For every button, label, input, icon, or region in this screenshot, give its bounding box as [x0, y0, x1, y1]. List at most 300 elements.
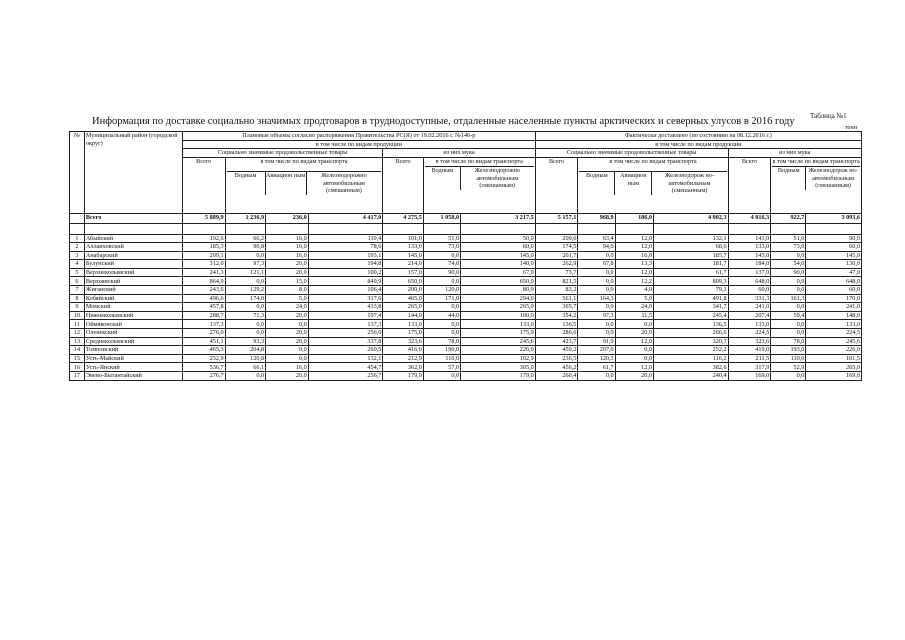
- value-cell: 20,0: [615, 372, 653, 381]
- actual-flour-transport-header: [771, 157, 862, 213]
- table-row: [70, 311, 862, 320]
- value-cell: 190,0: [423, 346, 460, 355]
- value-cell: 11,5: [615, 311, 653, 320]
- value-cell: 8,0: [266, 286, 309, 295]
- value-cell: 192,6: [182, 234, 225, 243]
- value-cell: 286,6: [535, 329, 578, 338]
- value-cell: 83,2: [535, 286, 578, 295]
- value-cell: 20,0: [266, 311, 309, 320]
- value-cell: 66,2: [225, 234, 266, 243]
- value-cell: 0,0: [225, 251, 266, 260]
- value-cell: 116,2: [654, 354, 729, 363]
- district-name-cell: Жиганский: [84, 286, 182, 295]
- value-cell: 0,0: [578, 320, 615, 329]
- value-cell: 90,8: [225, 243, 266, 252]
- value-cell: 252,2: [654, 346, 729, 355]
- col-district-header: Муниципальный район (городской округ): [84, 132, 182, 214]
- value-cell: 0,0: [578, 372, 615, 381]
- district-name-cell: Абыйский: [84, 234, 182, 243]
- actual-transport-label: в том числе по видам транспорта: [609, 157, 697, 165]
- district-name-cell: Верхнеколымский: [84, 268, 182, 277]
- value-cell: 91,0: [578, 337, 615, 346]
- value-cell: 20,0: [266, 260, 309, 269]
- value-cell: 133,0: [461, 320, 536, 329]
- planned-header: Плановые объемы согласно распоряжения Правительства РС(Я) от 19.02.2016 г. №146-р: [182, 132, 535, 141]
- value-cell: 16,0: [615, 251, 653, 260]
- value-cell: 51,0: [423, 234, 460, 243]
- district-name-cell: Анабарский: [84, 251, 182, 260]
- value-cell: 193,0: [771, 346, 806, 355]
- value-cell: 51,0: [771, 234, 806, 243]
- district-name-cell: Оймяконский: [84, 320, 182, 329]
- actual-flour-total-header: Всего: [728, 157, 771, 213]
- value-cell: 101,5: [806, 354, 862, 363]
- total-value-cell: 1 236,9: [225, 213, 266, 223]
- value-cell: 454,7: [308, 363, 383, 372]
- total-row: [70, 213, 862, 223]
- row-number-cell: 1: [70, 234, 85, 243]
- value-cell: 66,1: [225, 363, 266, 372]
- value-cell: 224,5: [728, 329, 771, 338]
- value-cell: 419,0: [728, 346, 771, 355]
- row-number-cell: 6: [70, 277, 85, 286]
- spacer-cell: [383, 223, 424, 234]
- value-cell: 266,6: [654, 329, 729, 338]
- district-name-cell: Усть-Янский: [84, 363, 182, 372]
- value-cell: 0,0: [771, 303, 806, 312]
- value-cell: 294,0: [461, 294, 536, 303]
- value-cell: 60,0: [461, 243, 536, 252]
- total-value-cell: 5 157,1: [535, 213, 578, 223]
- row-number-cell: 2: [70, 243, 85, 252]
- delivery-table: [69, 131, 862, 381]
- value-cell: 209,1: [182, 251, 225, 260]
- actual-flour-header: из них мука: [728, 149, 861, 158]
- value-cell: 133,0: [728, 320, 771, 329]
- planned-flour-water-label: Водным: [425, 167, 461, 190]
- value-cell: 243,6: [182, 286, 225, 295]
- unit-label: тонн: [845, 125, 857, 131]
- value-cell: 265,0: [806, 363, 862, 372]
- total-value-cell: 3 217,5: [461, 213, 536, 223]
- value-cell: 276,0: [182, 329, 225, 338]
- value-cell: 71,3: [225, 311, 266, 320]
- value-cell: 0,0: [266, 346, 309, 355]
- value-cell: 0,0: [225, 303, 266, 312]
- value-cell: 179,0: [461, 372, 536, 381]
- value-cell: 129,2: [225, 286, 266, 295]
- planned-flour-total-header: Всего: [383, 157, 424, 213]
- value-cell: 0,0: [771, 277, 806, 286]
- value-cell: 137,3: [308, 320, 383, 329]
- value-cell: 201,7: [535, 251, 578, 260]
- district-name-cell: Усть-Майский: [84, 354, 182, 363]
- value-cell: 317,9: [728, 363, 771, 372]
- value-cell: 265,0: [461, 303, 536, 312]
- row-number-cell: 11: [70, 320, 85, 329]
- planned-rail-auto-label: Железнодорожно автомобильным (смешанным): [321, 172, 367, 194]
- value-cell: 80,0: [461, 286, 536, 295]
- value-cell: 169,0: [806, 372, 862, 381]
- row-number-cell: 14: [70, 346, 85, 355]
- table-row: [70, 372, 862, 381]
- district-name-cell: Оленекский: [84, 329, 182, 338]
- value-cell: 0,0: [771, 320, 806, 329]
- value-cell: 144,0: [383, 311, 424, 320]
- table-row: [70, 234, 862, 243]
- actual-social-goods-header: Социально значимые продовольственные товары: [535, 149, 728, 158]
- planned-flour-rail-auto-label: Железнодорожно автомобильным (смешанным): [474, 167, 521, 189]
- value-cell: 312,0: [182, 260, 225, 269]
- value-cell: 245,6: [461, 337, 536, 346]
- value-cell: 174,0: [225, 294, 266, 303]
- value-cell: 0,0: [423, 303, 460, 312]
- table-row: [70, 337, 862, 346]
- spacer-cell: [423, 223, 460, 234]
- value-cell: 226,0: [461, 346, 536, 355]
- value-cell: 256,7: [308, 372, 383, 381]
- value-cell: 0,0: [771, 372, 806, 381]
- actual-header: Фактически доставлено (по состоянию на 08.12.2016 г.): [535, 132, 861, 141]
- value-cell: 354,2: [535, 311, 578, 320]
- value-cell: 265,0: [383, 303, 424, 312]
- value-cell: 536,7: [182, 363, 225, 372]
- total-value-cell: 186,0: [615, 213, 653, 223]
- value-cell: 102,9: [461, 354, 536, 363]
- value-cell: 73,7: [535, 268, 578, 277]
- value-cell: 849,9: [308, 277, 383, 286]
- value-cell: 63,4: [578, 234, 615, 243]
- value-cell: 245,4: [654, 311, 729, 320]
- value-cell: 90,0: [423, 268, 460, 277]
- actual-flour-water-label: Водным: [772, 167, 806, 190]
- table-row: [70, 277, 862, 286]
- value-cell: 16,0: [266, 251, 309, 260]
- value-cell: 317,6: [308, 294, 383, 303]
- value-cell: 240,4: [654, 372, 729, 381]
- value-cell: 67,8: [578, 260, 615, 269]
- value-cell: 78,6: [308, 243, 383, 252]
- value-cell: 24,0: [266, 303, 309, 312]
- value-cell: 148,0: [806, 311, 862, 320]
- table-row: [70, 260, 862, 269]
- col-num-header: №: [70, 132, 85, 214]
- value-cell: 211,5: [728, 354, 771, 363]
- value-cell: 15,0: [266, 277, 309, 286]
- value-cell: 145,0: [728, 251, 771, 260]
- value-cell: 120,3: [578, 354, 615, 363]
- value-cell: 241,0: [728, 303, 771, 312]
- total-value-cell: 4 417,0: [308, 213, 383, 223]
- value-cell: 110,0: [771, 354, 806, 363]
- value-cell: 157,0: [383, 268, 424, 277]
- actual-air-label: Авиацион ным: [615, 172, 652, 195]
- actual-flour-transport-label: в том числе по видам транспорта: [772, 157, 860, 165]
- value-cell: 194,8: [308, 260, 383, 269]
- value-cell: 24,0: [615, 303, 653, 312]
- value-cell: 256,0: [308, 329, 383, 338]
- value-cell: 54,0: [771, 260, 806, 269]
- value-cell: 94,0: [578, 243, 615, 252]
- spacer-cell: [308, 223, 383, 234]
- value-cell: 20,0: [266, 372, 309, 381]
- value-cell: 74,0: [423, 260, 460, 269]
- spacer-cell: [225, 223, 266, 234]
- value-cell: 120,0: [423, 286, 460, 295]
- value-cell: 133,0: [806, 320, 862, 329]
- total-value-cell: 4 275,5: [383, 213, 424, 223]
- planned-flour-header: из них мука: [383, 149, 535, 158]
- value-cell: 491,8: [654, 294, 729, 303]
- district-name-cell: Момский: [84, 303, 182, 312]
- table-row: [70, 329, 862, 338]
- value-cell: 20,0: [615, 329, 653, 338]
- value-cell: 809,3: [654, 277, 729, 286]
- value-cell: 185,7: [654, 251, 729, 260]
- value-cell: 0,0: [578, 303, 615, 312]
- row-number-cell: 3: [70, 251, 85, 260]
- value-cell: 451,1: [182, 337, 225, 346]
- value-cell: 57,0: [423, 363, 460, 372]
- value-cell: 12,0: [615, 268, 653, 277]
- value-cell: 457,8: [182, 303, 225, 312]
- value-cell: 241,0: [806, 303, 862, 312]
- value-cell: 174,5: [535, 243, 578, 252]
- value-cell: 323,6: [728, 337, 771, 346]
- total-value-cell: 236,0: [266, 213, 309, 223]
- value-cell: 416,0: [383, 346, 424, 355]
- value-cell: 161,3: [771, 294, 806, 303]
- value-cell: 20,0: [266, 268, 309, 277]
- value-cell: 209,6: [535, 234, 578, 243]
- value-cell: 73,0: [771, 243, 806, 252]
- value-cell: 90,0: [806, 234, 862, 243]
- spacer-row: [70, 223, 862, 234]
- table-row: [70, 294, 862, 303]
- total-value-cell: 3 093,6: [806, 213, 862, 223]
- planned-by-type-header: в том числе по видам продукции: [182, 140, 535, 149]
- value-cell: 60,0: [728, 286, 771, 295]
- total-num-cell: [70, 213, 85, 223]
- value-cell: 44,0: [423, 311, 460, 320]
- value-cell: 145,0: [461, 251, 536, 260]
- value-cell: 106,4: [308, 286, 383, 295]
- total-value-cell: 1 058,0: [423, 213, 460, 223]
- value-cell: 0,0: [615, 346, 653, 355]
- value-cell: 73,0: [423, 243, 460, 252]
- value-cell: 648,0: [728, 277, 771, 286]
- value-cell: 214,0: [383, 260, 424, 269]
- row-number-cell: 7: [70, 286, 85, 295]
- value-cell: 0,0: [578, 251, 615, 260]
- value-cell: 12,0: [615, 337, 653, 346]
- value-cell: 331,3: [728, 294, 771, 303]
- value-cell: 132,1: [308, 354, 383, 363]
- district-name-cell: Кобяйский: [84, 294, 182, 303]
- table-number: Таблица №1: [810, 112, 847, 120]
- row-number-cell: 13: [70, 337, 85, 346]
- value-cell: 561,1: [535, 294, 578, 303]
- value-cell: 110,0: [423, 354, 460, 363]
- value-cell: 0,0: [771, 251, 806, 260]
- value-cell: 120,8: [225, 354, 266, 363]
- district-name-cell: Нижнеколымский: [84, 311, 182, 320]
- planned-flour-transport-header: [423, 157, 535, 213]
- value-cell: 60,0: [806, 243, 862, 252]
- value-cell: 0,0: [423, 372, 460, 381]
- value-cell: 459,2: [535, 346, 578, 355]
- spacer-cell: [84, 223, 182, 234]
- value-cell: 382,6: [654, 363, 729, 372]
- row-number-cell: 5: [70, 268, 85, 277]
- value-cell: 465,3: [182, 346, 225, 355]
- value-cell: 16,0: [266, 234, 309, 243]
- value-cell: 496,6: [182, 294, 225, 303]
- value-cell: 0,0: [423, 320, 460, 329]
- table-row: [70, 354, 862, 363]
- value-cell: 288,7: [182, 311, 225, 320]
- value-cell: 241,3: [182, 268, 225, 277]
- value-cell: 197,4: [308, 311, 383, 320]
- district-name-cell: Булунский: [84, 260, 182, 269]
- total-label: Всего: [84, 213, 182, 223]
- value-cell: 0,0: [615, 320, 653, 329]
- table-row: [70, 320, 862, 329]
- planned-total-header: Всего: [182, 157, 225, 213]
- table-body: [70, 213, 862, 380]
- value-cell: 59,4: [771, 311, 806, 320]
- value-cell: 121,1: [225, 268, 266, 277]
- total-value-cell: 4 016,3: [728, 213, 771, 223]
- value-cell: 47,0: [806, 268, 862, 277]
- value-cell: 101,0: [383, 234, 424, 243]
- table-header: [70, 132, 862, 214]
- value-cell: 0,0: [266, 354, 309, 363]
- total-value-cell: 968,9: [578, 213, 615, 223]
- value-cell: 136,5: [654, 320, 729, 329]
- value-cell: 207,4: [728, 311, 771, 320]
- row-number-cell: 9: [70, 303, 85, 312]
- total-value-cell: 4 002,3: [654, 213, 729, 223]
- value-cell: 97,3: [225, 260, 266, 269]
- value-cell: 133,0: [728, 243, 771, 252]
- table-row: [70, 243, 862, 252]
- value-cell: 12,0: [615, 243, 653, 252]
- spacer-cell: [182, 223, 225, 234]
- value-cell: 305,0: [461, 363, 536, 372]
- value-cell: 4,0: [615, 286, 653, 295]
- value-cell: 68,6: [654, 243, 729, 252]
- value-cell: 140,0: [461, 260, 536, 269]
- value-cell: 179,0: [383, 372, 424, 381]
- actual-rail-auto-label: Железнодорож но- автомобильным (смешанным): [664, 172, 715, 194]
- value-cell: 145,0: [806, 251, 862, 260]
- spacer-cell: [266, 223, 309, 234]
- value-cell: 193,1: [308, 251, 383, 260]
- table-row: [70, 268, 862, 277]
- value-cell: 0,0: [225, 320, 266, 329]
- value-cell: 12,0: [615, 234, 653, 243]
- value-cell: 433,8: [308, 303, 383, 312]
- value-cell: 0,0: [578, 277, 615, 286]
- spacer-cell: [654, 223, 729, 234]
- total-value-cell: 922,7: [771, 213, 806, 223]
- value-cell: 52,9: [771, 363, 806, 372]
- value-cell: 236,5: [535, 354, 578, 363]
- actual-by-type-header: в том числе по видам продукции: [535, 140, 861, 149]
- spacer-cell: [578, 223, 615, 234]
- value-cell: 79,3: [654, 286, 729, 295]
- spacer-cell: [806, 223, 862, 234]
- planned-transport-header: [225, 157, 383, 213]
- value-cell: 0,0: [578, 329, 615, 338]
- value-cell: 5,0: [615, 294, 653, 303]
- value-cell: 97,3: [578, 311, 615, 320]
- value-cell: 224,5: [806, 329, 862, 338]
- planned-water-label: Водным: [227, 172, 266, 195]
- value-cell: 12,0: [615, 363, 653, 372]
- value-cell: 67,0: [461, 268, 536, 277]
- table-row: [70, 251, 862, 260]
- value-cell: 0,0: [578, 268, 615, 277]
- value-cell: 170,0: [806, 294, 862, 303]
- value-cell: 145,0: [383, 251, 424, 260]
- table-row: [70, 286, 862, 295]
- row-number-cell: 8: [70, 294, 85, 303]
- value-cell: 320,7: [654, 337, 729, 346]
- district-name-cell: Верхоянский: [84, 277, 182, 286]
- actual-total-header: Всего: [535, 157, 578, 213]
- value-cell: 133,0: [383, 243, 424, 252]
- district-name-cell: Эвено-Бытантайский: [84, 372, 182, 381]
- value-cell: 175,0: [461, 329, 536, 338]
- value-cell: 20,0: [266, 337, 309, 346]
- value-cell: 204,8: [225, 346, 266, 355]
- value-cell: 130,0: [806, 260, 862, 269]
- value-cell: 0,0: [423, 277, 460, 286]
- value-cell: 141,0: [728, 234, 771, 243]
- value-cell: 200,0: [383, 286, 424, 295]
- actual-water-label: Водным: [579, 172, 615, 195]
- value-cell: 12,2: [615, 277, 653, 286]
- value-cell: 0,0: [771, 329, 806, 338]
- row-number-cell: 16: [70, 363, 85, 372]
- planned-transport-label: в том числе по видам транспорта: [260, 157, 348, 165]
- value-cell: 185,3: [182, 243, 225, 252]
- value-cell: 93,3: [225, 337, 266, 346]
- value-cell: 20,0: [266, 329, 309, 338]
- table-row: [70, 363, 862, 372]
- district-name-cell: Томпонский: [84, 346, 182, 355]
- value-cell: 362,0: [383, 363, 424, 372]
- value-cell: 0,0: [615, 354, 653, 363]
- value-cell: 60,0: [806, 286, 862, 295]
- value-cell: 260,5: [308, 346, 383, 355]
- value-cell: 245,6: [806, 337, 862, 346]
- document-title: Информация по доставке социально значимых продтоваров в труднодоступные, отдаленные населенные пункты арктических и северных улусов в 2016 году: [92, 116, 795, 127]
- spacer-cell: [728, 223, 771, 234]
- row-number-cell: 17: [70, 372, 85, 381]
- row-number-cell: 4: [70, 260, 85, 269]
- value-cell: 171,0: [423, 294, 460, 303]
- value-cell: 648,0: [806, 277, 862, 286]
- value-cell: 0,0: [423, 251, 460, 260]
- value-cell: 61,7: [654, 268, 729, 277]
- value-cell: 0,0: [225, 277, 266, 286]
- table-row: [70, 346, 862, 355]
- value-cell: 276,7: [182, 372, 225, 381]
- value-cell: 132,1: [654, 234, 729, 243]
